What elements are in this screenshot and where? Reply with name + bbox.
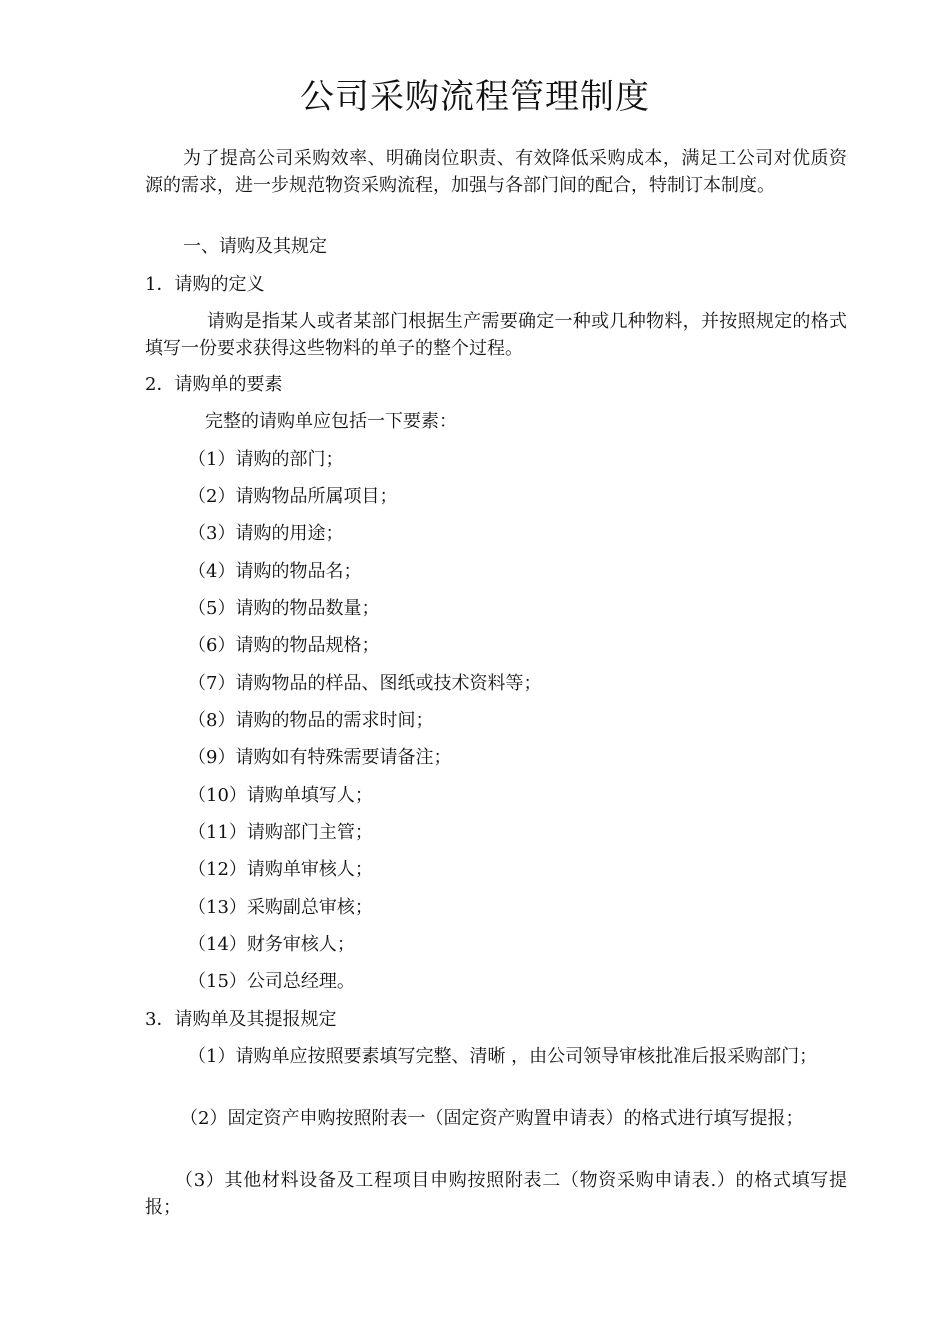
rule-paragraph: （1）请购单应按照要素填写完整、清晰 ，由公司领导审核批准后报采购部门；: [188, 1046, 818, 1067]
list-item: （6）请购的物品规格；: [188, 635, 380, 656]
subsection-heading-submission: 3．请购单及其提报规定: [145, 1009, 337, 1030]
list-item: （4）请购的物品名；: [188, 561, 362, 582]
list-item: （14）财务审核人；: [188, 934, 355, 955]
list-item: （1）请购的部门；: [188, 449, 344, 470]
intro-paragraph: 为了提高公司采购效率、明确岗位职责、有效降低采购成本，满足工公司对优质资源的需求，进一步规范物资采购流程，加强与各部门间的配合，特制订本制度。: [145, 148, 847, 196]
rule-paragraph: （2）固定资产申购按照附表一（固定资产购置申请表）的格式进行填写提报；: [180, 1108, 804, 1129]
list-item: （7）请购物品的样品、图纸或技术资料等；: [188, 673, 542, 694]
document-title: 公司采购流程管理制度: [300, 77, 650, 117]
subsection-heading-definition: 1．请购的定义: [145, 274, 265, 295]
list-item: （9）请购如有特殊需要请备注；: [188, 747, 452, 768]
section-heading: 一、请购及其规定: [183, 236, 327, 257]
list-item: （11）请购部门主管；: [188, 822, 373, 843]
definition-paragraph: 请购是指某人或者某部门根据生产需要确定一种或几种物料，并按照规定的格式填写一份要求获得这些物料的单子的整个过程。: [145, 311, 847, 359]
list-item: （15）公司总经理。: [188, 971, 355, 992]
elements-lead: 完整的请购单应包括一下要素：: [205, 411, 457, 432]
list-item: （13）采购副总审核；: [188, 897, 373, 918]
list-item: （12）请购单审核人；: [188, 859, 373, 880]
list-item: （8）请购的物品的需求时间；: [188, 710, 434, 731]
subsection-heading-elements: 2．请购单的要素: [145, 374, 283, 395]
rule-paragraph: （3）其他材料设备及工程项目申购按照附表二（物资采购申请表.）的格式填写提报；: [145, 1170, 847, 1218]
list-item: （5）请购的物品数量；: [188, 598, 380, 619]
list-item: （2）请购物品所属项目；: [188, 486, 398, 507]
list-item: （3）请购的用途；: [188, 523, 344, 544]
list-item: （10）请购单填写人；: [188, 785, 373, 806]
